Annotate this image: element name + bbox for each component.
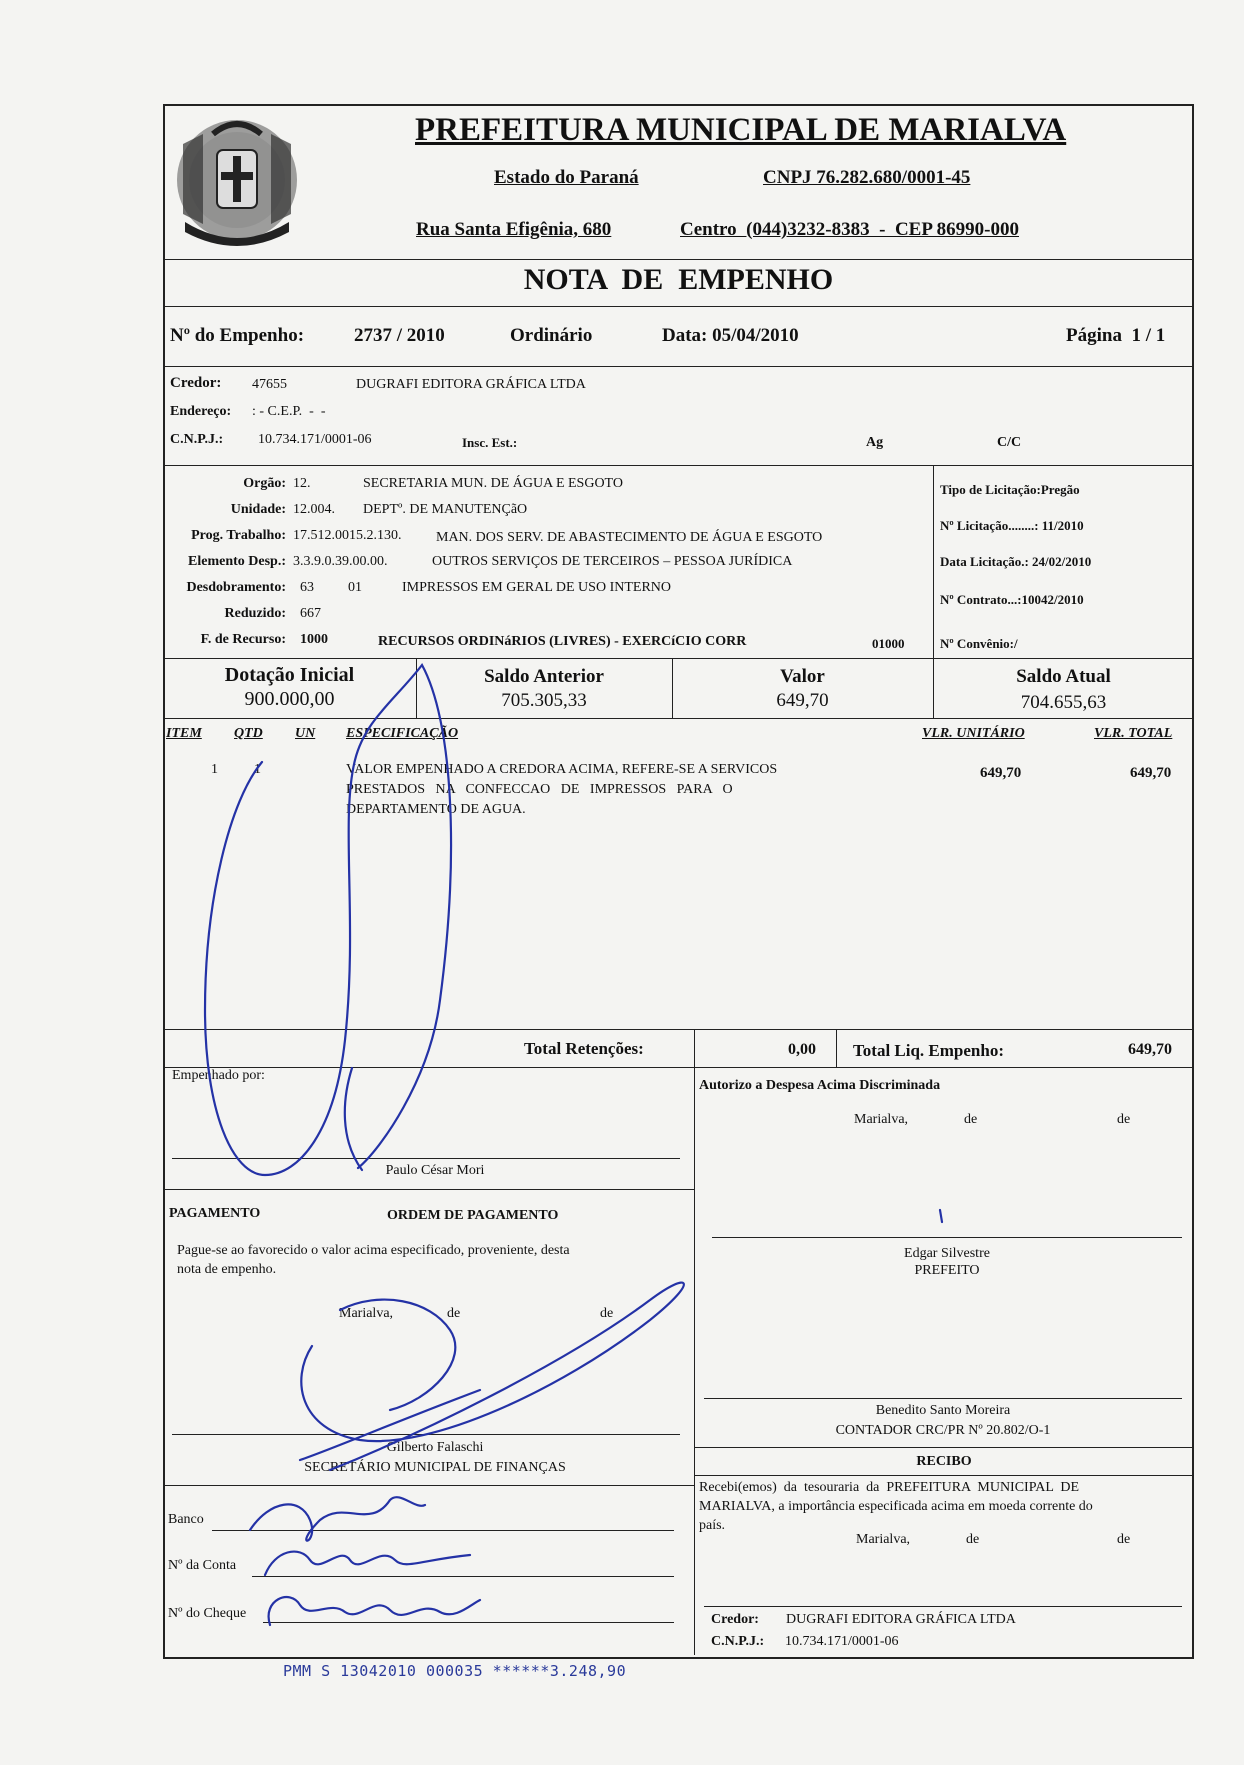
document-title: NOTA DE EMPENHO bbox=[523, 263, 834, 296]
item-unit-value: 649,70 bbox=[980, 765, 1022, 781]
address-label: Endereço: bbox=[170, 404, 232, 419]
cc-label: C/C bbox=[997, 435, 1022, 450]
credor-cnpj: 10.734.171/0001-06 bbox=[258, 432, 372, 447]
cnpj-header: CNPJ 76.282.680/0001-45 bbox=[763, 167, 971, 188]
item-total-value: 649,70 bbox=[1130, 765, 1172, 781]
total-retencoes-value: 0,00 bbox=[788, 1041, 816, 1058]
secretario-name: Gilberto Falaschi bbox=[386, 1440, 484, 1455]
col-vlr-unitario: VLR. UNITÁRIO bbox=[922, 726, 1025, 741]
recibo-text1: Recebi(emos) da tesouraria da PREFEITURA MUNICIPAL DE bbox=[699, 1480, 1080, 1495]
credor-code: 47655 bbox=[252, 377, 287, 392]
recibo-cnpj-label: C.N.P.J.: bbox=[711, 1634, 765, 1649]
desdobramento-sub: 01 bbox=[348, 580, 362, 595]
prog-code: 17.512.0015.2.130. bbox=[293, 528, 402, 543]
credor-name: DUGRAFI EDITORA GRÁFICA LTDA bbox=[356, 377, 586, 392]
pagamento-place: Marialva, bbox=[339, 1306, 394, 1321]
contact-label: Centro (044)3232-8383 - CEP 86990-000 bbox=[680, 219, 1019, 240]
banco-label: Banco bbox=[168, 1512, 204, 1527]
recurso-code: 1000 bbox=[300, 632, 328, 647]
unidade-code: 12.004. bbox=[293, 502, 335, 517]
saldo-anterior-label: Saldo Anterior bbox=[484, 666, 604, 687]
valor-label: Valor bbox=[780, 666, 825, 687]
tipo-licitacao: Tipo de Licitação:Pregão bbox=[940, 482, 1080, 497]
col-item: ITEM bbox=[166, 726, 202, 741]
recibo-title: RECIBO bbox=[916, 1454, 972, 1469]
ordem-pagamento-label: ORDEM DE PAGAMENTO bbox=[387, 1208, 559, 1223]
cnpj-label: C.N.P.J.: bbox=[170, 432, 224, 447]
data-licitacao: Data Licitação.: 24/02/2010 bbox=[940, 554, 1092, 569]
page-title: PREFEITURA MUNICIPAL DE MARIALVA bbox=[415, 112, 1067, 148]
dotacao-inicial-label: Dotação Inicial bbox=[224, 664, 355, 686]
municipal-crest-logo bbox=[163, 104, 311, 260]
item-qtd: 1 bbox=[254, 762, 261, 777]
desdobramento-value: IMPRESSOS EM GERAL DE USO INTERNO bbox=[402, 580, 672, 595]
prog-label: Prog. Trabalho: bbox=[191, 528, 286, 543]
elemento-code: 3.3.9.0.39.00.00. bbox=[293, 554, 388, 569]
total-liq-label: Total Liq. Empenho: bbox=[853, 1041, 1004, 1060]
insc-label: Insc. Est.: bbox=[462, 435, 518, 450]
orgao-label: Orgão: bbox=[243, 476, 286, 491]
recurso-number: 01000 bbox=[872, 636, 905, 651]
numero-contrato: Nº Contrato...:10042/2010 bbox=[940, 592, 1084, 607]
contador-role: CONTADOR CRC/PR Nº 20.802/O-1 bbox=[835, 1423, 1051, 1438]
item-desc-line1: VALOR EMPENHADO A CREDORA ACIMA, REFERE-SE A SERVICOS bbox=[346, 762, 778, 777]
elemento-label: Elemento Desp.: bbox=[188, 554, 286, 569]
col-qtd: QTD bbox=[234, 726, 263, 741]
recibo-text3: país. bbox=[699, 1518, 726, 1533]
saldo-atual-value: 704.655,63 bbox=[1020, 692, 1107, 713]
unidade-label: Unidade: bbox=[230, 502, 286, 517]
conta-label: Nº da Conta bbox=[168, 1558, 237, 1573]
recibo-text2: MARIALVA, a importância especificada acima em moeda corrente do bbox=[699, 1499, 1093, 1514]
empenho-label: Nº do Empenho: bbox=[170, 325, 305, 346]
pagamento-de2: de bbox=[600, 1306, 614, 1321]
saldo-anterior-value: 705.305,33 bbox=[501, 690, 587, 711]
autorizo-de1: de bbox=[964, 1112, 978, 1127]
cheque-label: Nº do Cheque bbox=[168, 1606, 247, 1621]
recibo-de2: de bbox=[1117, 1532, 1131, 1547]
address-value: : - C.E.P. - - bbox=[252, 404, 326, 419]
item-desc-line3: DEPARTAMENTO DE AGUA. bbox=[346, 802, 526, 817]
total-liq-value: 649,70 bbox=[1128, 1041, 1172, 1058]
recurso-value: RECURSOS ORDINáRIOS (LIVRES) - EXERCíCIO CORR bbox=[378, 634, 747, 649]
elemento-value: OUTROS SERVIÇOS DE TERCEIROS – PESSOA JURÍDICA bbox=[432, 554, 793, 569]
empenhado-signer: Paulo César Mori bbox=[385, 1163, 485, 1178]
item-number: 1 bbox=[211, 762, 218, 777]
autorizo-de2: de bbox=[1117, 1112, 1131, 1127]
pagamento-text1: Pague-se ao favorecido o valor acima especificado, proveniente, desta bbox=[177, 1243, 570, 1258]
desdobramento-code: 63 bbox=[300, 580, 314, 595]
reduzido-label: Reduzido: bbox=[224, 606, 286, 621]
desdobramento-label: Desdobramento: bbox=[186, 580, 286, 595]
recibo-de1: de bbox=[966, 1532, 980, 1547]
street-label: Rua Santa Efigênia, 680 bbox=[416, 219, 612, 240]
valor-value: 649,70 bbox=[776, 690, 829, 711]
numero-licitacao: Nº Licitação........: 11/2010 bbox=[940, 518, 1084, 533]
prefeito-name: Edgar Silvestre bbox=[904, 1246, 990, 1261]
credor-label: Credor: bbox=[170, 375, 222, 391]
total-retencoes-label: Total Retenções: bbox=[524, 1039, 644, 1058]
saldo-atual-label: Saldo Atual bbox=[1016, 666, 1111, 687]
orgao-value: SECRETARIA MUN. DE ÁGUA E ESGOTO bbox=[363, 476, 623, 491]
autorizo-label: Autorizo a Despesa Acima Discriminada bbox=[699, 1078, 941, 1093]
authentication-stamp: PMM S 13042010 000035 ******3.248,90 bbox=[283, 1662, 627, 1680]
state-label: Estado do Paraná bbox=[494, 167, 639, 188]
dotacao-inicial-value: 900.000,00 bbox=[244, 688, 335, 710]
empenho-date: Data: 05/04/2010 bbox=[662, 325, 799, 346]
empenho-number: 2737 / 2010 bbox=[354, 325, 445, 346]
contador-name: Benedito Santo Moreira bbox=[875, 1403, 1011, 1418]
numero-convenio: Nº Convênio:/ bbox=[940, 636, 1018, 651]
recibo-credor-label: Credor: bbox=[711, 1612, 759, 1627]
empenhado-label: Empenhado por: bbox=[172, 1068, 265, 1083]
prefeito-role: PREFEITO bbox=[914, 1263, 980, 1278]
empenho-type: Ordinário bbox=[510, 325, 593, 346]
recurso-label: F. de Recurso: bbox=[200, 632, 286, 647]
item-desc-line2: PRESTADOS NA CONFECCAO DE IMPRESSOS PARA O bbox=[346, 782, 733, 797]
col-especificacao: ESPECIFICAÇÃO bbox=[346, 726, 459, 741]
col-un: UN bbox=[295, 726, 316, 741]
ag-label: Ag bbox=[866, 435, 884, 450]
orgao-code: 12. bbox=[293, 476, 311, 491]
recibo-credor-name: DUGRAFI EDITORA GRÁFICA LTDA bbox=[786, 1612, 1016, 1627]
autorizo-place: Marialva, bbox=[854, 1112, 909, 1127]
col-vlr-total: VLR. TOTAL bbox=[1094, 726, 1173, 741]
pagamento-de1: de bbox=[447, 1306, 461, 1321]
secretario-role: SECRETÁRIO MUNICIPAL DE FINANÇAS bbox=[304, 1460, 566, 1475]
recibo-place: Marialva, bbox=[856, 1532, 911, 1547]
reduzido-code: 667 bbox=[300, 606, 321, 621]
unidade-value: DEPTº. DE MANUTENÇãO bbox=[363, 502, 528, 517]
page-number: Página 1 / 1 bbox=[1066, 325, 1166, 346]
recibo-cnpj: 10.734.171/0001-06 bbox=[785, 1634, 899, 1649]
pagamento-text2: nota de empenho. bbox=[177, 1262, 277, 1277]
prog-value: MAN. DOS SERV. DE ABASTECIMENTO DE ÁGUA E ESGOTO bbox=[436, 530, 823, 545]
pagamento-label: PAGAMENTO bbox=[169, 1206, 261, 1221]
